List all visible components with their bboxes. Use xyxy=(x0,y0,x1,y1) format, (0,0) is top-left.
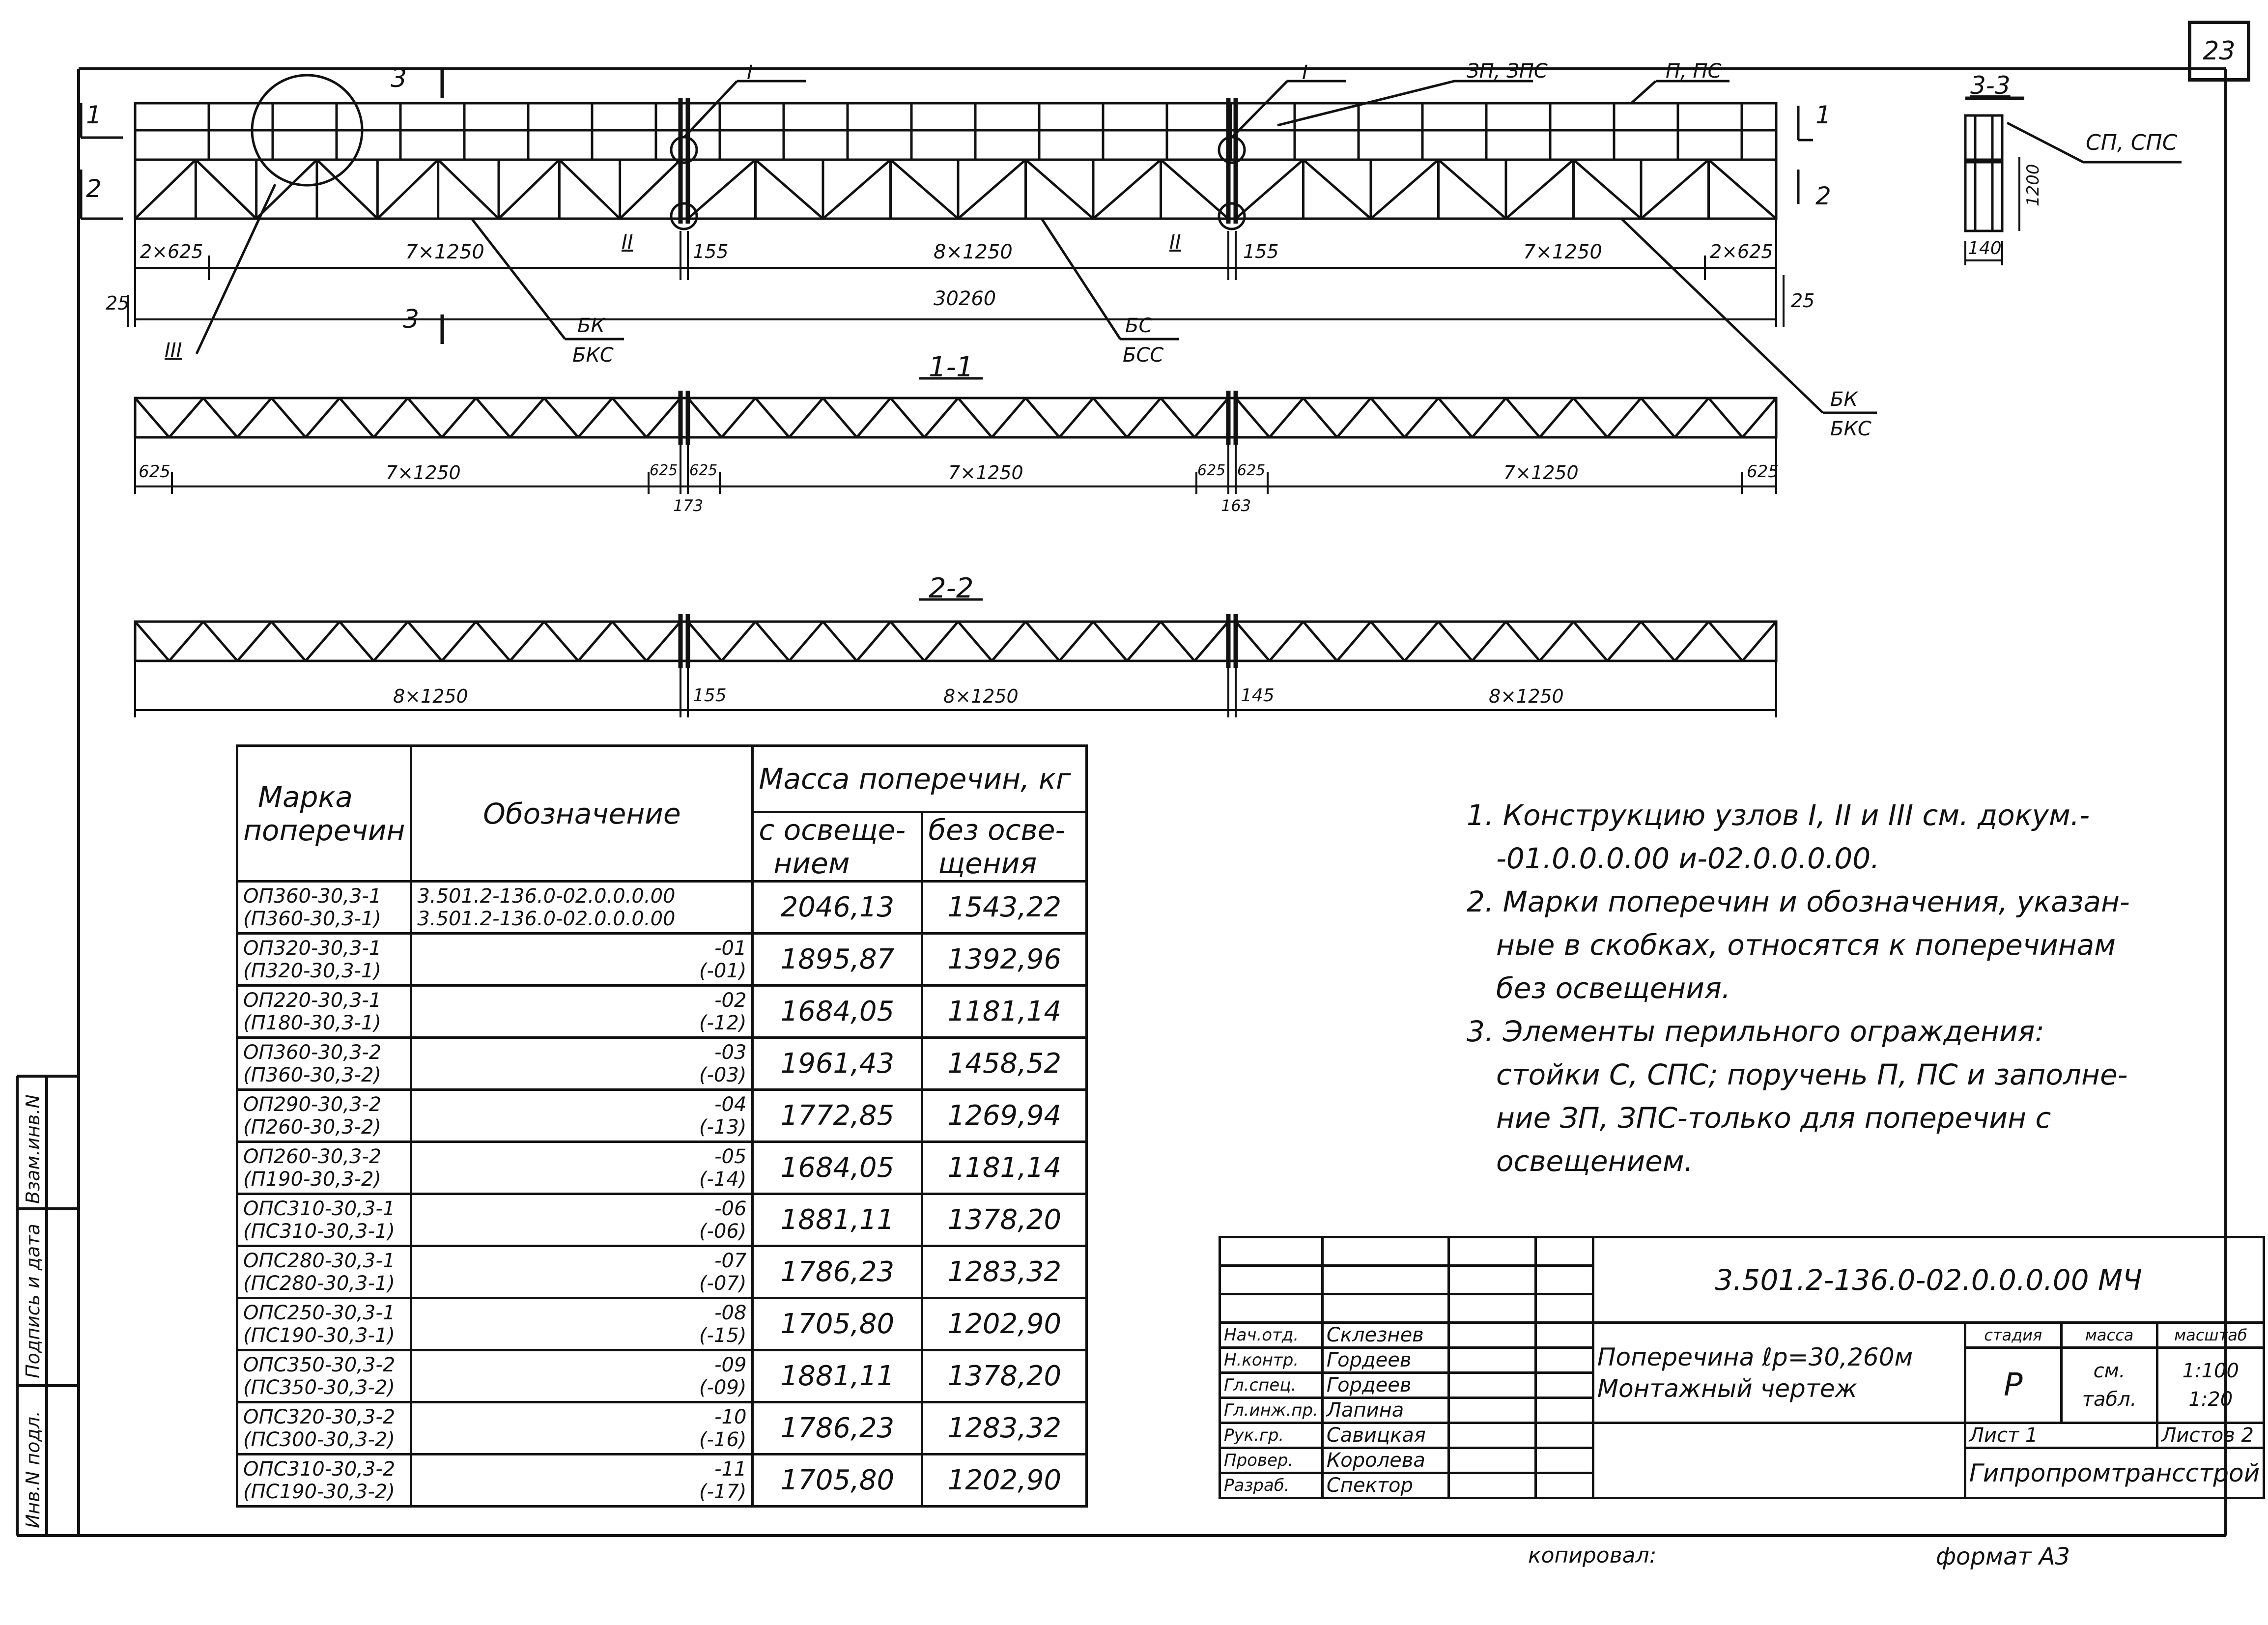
web-diagonal xyxy=(510,398,544,437)
web-diagonal xyxy=(1371,622,1405,661)
web-diagonal xyxy=(1540,622,1574,661)
node-label-ii-right: II xyxy=(1169,231,1181,254)
truss-diagonal xyxy=(1641,160,1709,219)
s22-dim-2: 8×1250 xyxy=(943,685,1019,707)
web-diagonal xyxy=(1236,622,1270,661)
mass-lit-cell: 1881,11 xyxy=(753,1194,922,1246)
paper-format: формат А3 xyxy=(1936,1543,2070,1570)
section-33-width: 140 xyxy=(1968,238,2002,258)
mark-cell: ОП360-30,3-1 (П360-30,3-1) xyxy=(237,882,411,934)
section-11-title: 1-1 xyxy=(929,351,974,383)
note-line: ные в скобках, относятся к поперечинам xyxy=(1496,928,2116,962)
mass-unlit-cell: 1378,20 xyxy=(922,1350,1087,1402)
drawing-title: Поперечина ℓр=30,260м Монтажный чертеж xyxy=(1593,1323,1965,1423)
label-bks-right: БКС xyxy=(1830,418,1871,440)
truss-diagonal xyxy=(958,160,1026,219)
web-diagonal xyxy=(340,398,373,437)
web-diagonal xyxy=(789,622,823,661)
note-line: -01.0.0.0.00 и-02.0.0.0.00. xyxy=(1496,842,1880,875)
web-diagonal xyxy=(1337,398,1371,437)
table-row xyxy=(237,934,1087,986)
web-diagonal xyxy=(1194,398,1228,437)
web-diagonal xyxy=(1236,398,1270,437)
web-diagonal xyxy=(958,398,992,437)
s11-dim-0: 625 xyxy=(139,462,170,482)
sheets-field: Листов 2 xyxy=(2157,1423,2264,1448)
s11-gap-right: 163 xyxy=(1221,496,1251,515)
web-diagonal xyxy=(340,622,373,661)
truss-diagonal xyxy=(135,160,196,219)
designation-cell: -03 (-03) xyxy=(411,1038,753,1090)
mass-lit-cell: 1786,23 xyxy=(753,1402,922,1454)
header-mass-lit: с освеще- нием xyxy=(753,812,922,882)
web-diagonal xyxy=(1709,398,1743,437)
role: Разраб. xyxy=(1220,1473,1323,1498)
truss-diagonal xyxy=(620,160,680,219)
web-diagonal xyxy=(1304,398,1337,437)
truss-diagonal xyxy=(1506,160,1574,219)
side-label-inv: Инв.N подл. xyxy=(22,1411,44,1528)
header-mark: Марка поперечин xyxy=(237,746,411,882)
mass-unlit-cell: 1181,14 xyxy=(922,1142,1087,1194)
web-diagonal xyxy=(1304,622,1337,661)
note-line: освещением. xyxy=(1496,1144,1694,1178)
s11-dim-4: 7×1250 xyxy=(948,462,1023,484)
section-33-title: 3-3 xyxy=(1970,71,2011,100)
notes xyxy=(1467,794,2130,1183)
truss-diagonal xyxy=(1709,160,1777,219)
node-label-ii-left: II xyxy=(622,231,633,254)
section-marker-1-left: 1 xyxy=(86,101,102,129)
web-diagonal xyxy=(237,398,271,437)
mass-lit-cell: 1881,11 xyxy=(753,1350,922,1402)
web-diagonal xyxy=(135,622,169,661)
scale-header: масштаб xyxy=(2157,1323,2264,1348)
mass-unlit-cell: 1202,90 xyxy=(922,1298,1087,1350)
signature xyxy=(1448,1323,1535,1348)
web-diagonal xyxy=(1194,622,1228,661)
mass-value: см. табл. xyxy=(2061,1348,2157,1423)
table-row xyxy=(237,1090,1087,1142)
web-diagonal xyxy=(722,622,756,661)
header-mass: Масса поперечин, кг xyxy=(753,746,1087,812)
mass-lit-cell: 1684,05 xyxy=(753,1142,922,1194)
truss-diagonal xyxy=(1236,160,1304,219)
mark-cell: ОПС280-30,3-1 (ПС280-30,3-1) xyxy=(237,1246,411,1298)
truss-diagonal xyxy=(823,160,891,219)
web-diagonal xyxy=(1506,398,1540,437)
table-row xyxy=(237,1142,1087,1194)
stage-header: стадия xyxy=(1965,1323,2061,1348)
web-diagonal xyxy=(1439,622,1473,661)
truss-diagonal xyxy=(1371,160,1439,219)
truss-diagonal xyxy=(1093,160,1161,219)
mark-cell: ОПС320-30,3-2 (ПС300-30,3-2) xyxy=(237,1402,411,1454)
table-row xyxy=(237,1038,1087,1090)
web-diagonal xyxy=(1127,398,1161,437)
s22-dim-0: 8×1250 xyxy=(393,685,468,707)
web-diagonal xyxy=(1270,398,1304,437)
s11-dim-2: 625 xyxy=(650,462,678,479)
signature xyxy=(1448,1423,1535,1448)
node-label-i-left: I xyxy=(747,61,753,84)
web-diagonal xyxy=(992,622,1026,661)
organization: Гипропромтрансстрой xyxy=(1965,1448,2264,1498)
note-line: без освещения. xyxy=(1496,971,1731,1005)
mass-lit-cell: 2046,13 xyxy=(753,882,922,934)
side-label-sign: Подпись и дата xyxy=(22,1224,44,1378)
truss-diagonal xyxy=(1574,160,1642,219)
s11-dim-7: 7×1250 xyxy=(1503,462,1579,484)
person-name: Спектор xyxy=(1322,1473,1448,1498)
table-row xyxy=(237,882,1087,934)
dim-155-right: 155 xyxy=(1243,241,1279,262)
web-diagonal xyxy=(924,398,958,437)
truss-diagonal xyxy=(688,160,756,219)
web-diagonal xyxy=(612,622,646,661)
header-mass-unlit: без осве- щения xyxy=(922,812,1087,882)
s11-dim-3: 625 xyxy=(689,462,718,479)
table-row xyxy=(237,986,1087,1038)
designation-cell: -10 (-16) xyxy=(411,1402,753,1454)
designation-cell: -05 (-14) xyxy=(411,1142,753,1194)
table-row xyxy=(237,1194,1087,1246)
web-diagonal xyxy=(1270,622,1304,661)
signature xyxy=(1448,1448,1535,1473)
note-line: стойки С, СПС; поручень П, ПС и заполне- xyxy=(1496,1058,2128,1091)
web-diagonal xyxy=(1093,398,1127,437)
note-line: ние ЗП, ЗПС-только для поперечин с xyxy=(1496,1101,2051,1135)
person-name: Склезнев xyxy=(1322,1323,1448,1348)
web-diagonal xyxy=(1371,398,1405,437)
web-diagonal xyxy=(442,622,476,661)
web-diagonal xyxy=(408,622,442,661)
table-row xyxy=(237,1350,1087,1402)
web-diagonal xyxy=(1472,622,1506,661)
mass-lit-cell: 1961,43 xyxy=(753,1038,922,1090)
note-line: 3. Элементы перильного ограждения: xyxy=(1467,1015,2044,1048)
person-name: Королева xyxy=(1322,1448,1448,1473)
web-diagonal xyxy=(688,398,722,437)
mass-lit-cell: 1772,85 xyxy=(753,1090,922,1142)
label-bk-right: БК xyxy=(1830,388,1858,411)
web-diagonal xyxy=(1574,398,1608,437)
person-name: Лапина xyxy=(1322,1398,1448,1423)
web-diagonal xyxy=(924,622,958,661)
web-diagonal xyxy=(823,398,857,437)
web-diagonal xyxy=(992,398,1026,437)
mark-cell: ОПС250-30,3-1 (ПС190-30,3-1) xyxy=(237,1298,411,1350)
node-label-i-right: I xyxy=(1302,61,1308,84)
mark-cell: ОПС310-30,3-2 (ПС190-30,3-2) xyxy=(237,1454,411,1507)
web-diagonal xyxy=(237,622,271,661)
role: Провер. xyxy=(1220,1448,1323,1473)
web-diagonal xyxy=(169,398,203,437)
web-diagonal xyxy=(891,398,925,437)
web-diagonal xyxy=(578,398,612,437)
table-row xyxy=(237,1298,1087,1350)
truss-diagonal xyxy=(756,160,823,219)
web-diagonal xyxy=(578,622,612,661)
truss-diagonal xyxy=(1026,160,1094,219)
designation-cell: -08 (-15) xyxy=(411,1298,753,1350)
web-diagonal xyxy=(476,622,510,661)
designation-cell: -06 (-06) xyxy=(411,1194,753,1246)
web-diagonal xyxy=(306,622,340,661)
note-line: 2. Марки поперечин и обозначения, указан- xyxy=(1467,885,2130,918)
section-22-title: 2-2 xyxy=(929,572,974,604)
web-diagonal xyxy=(1540,398,1574,437)
web-diagonal xyxy=(374,398,408,437)
table-row xyxy=(237,1454,1087,1507)
web-diagonal xyxy=(203,622,237,661)
label-bk: БК xyxy=(577,314,605,337)
web-diagonal xyxy=(647,398,680,437)
role: Н.контр. xyxy=(1220,1348,1323,1373)
web-diagonal xyxy=(1337,622,1371,661)
designation-cell: -04 (-13) xyxy=(411,1090,753,1142)
mass-unlit-cell: 1202,90 xyxy=(922,1454,1087,1507)
designation-cell: 3.501.2-136.0-02.0.0.0.00 3.501.2-136.0-02.0.0.0.00 xyxy=(411,882,753,934)
section-marker-2-right: 2 xyxy=(1815,182,1831,210)
dim-edge-left: 25 xyxy=(106,292,130,314)
mass-unlit-cell: 1181,14 xyxy=(922,986,1087,1038)
stage: Р xyxy=(1965,1348,2061,1423)
truss-diagonal xyxy=(891,160,959,219)
web-diagonal xyxy=(169,622,203,661)
signature xyxy=(1448,1398,1535,1423)
node-label-iii: III xyxy=(165,339,182,362)
mass-unlit-cell: 1269,94 xyxy=(922,1090,1087,1142)
web-diagonal xyxy=(756,622,790,661)
designation-cell: -02 (-12) xyxy=(411,986,753,1038)
truss-diagonal xyxy=(196,160,256,219)
dim-edge-right: 25 xyxy=(1791,290,1815,312)
mass-table xyxy=(236,744,1088,1508)
mass-lit-cell: 1786,23 xyxy=(753,1246,922,1298)
web-diagonal xyxy=(510,622,544,661)
dim-155-left: 155 xyxy=(693,241,729,262)
web-diagonal xyxy=(1506,622,1540,661)
web-diagonal xyxy=(306,398,340,437)
section-marker-1-right: 1 xyxy=(1815,101,1831,129)
mass-unlit-cell: 1543,22 xyxy=(922,882,1087,934)
web-diagonal xyxy=(1641,398,1675,437)
web-diagonal xyxy=(1574,622,1608,661)
web-diagonal xyxy=(1439,398,1473,437)
mass-header: масса xyxy=(2061,1323,2157,1348)
web-diagonal xyxy=(1161,622,1195,661)
label-bs: БС xyxy=(1125,314,1153,337)
web-diagonal xyxy=(1405,398,1439,437)
person-name: Гордеев xyxy=(1322,1373,1448,1398)
role: Гл.инж.пр. xyxy=(1220,1398,1323,1423)
mark-cell: ОП220-30,3-1 (П180-30,3-1) xyxy=(237,986,411,1038)
dim-2x625-left: 2×625 xyxy=(140,241,203,262)
mark-cell: ОП290-30,3-2 (П260-30,3-2) xyxy=(237,1090,411,1142)
s11-dim-5: 625 xyxy=(1197,462,1226,479)
web-diagonal xyxy=(1675,398,1709,437)
signature xyxy=(1448,1348,1535,1373)
label-bks: БКС xyxy=(572,344,614,367)
table-row xyxy=(237,1402,1087,1454)
web-diagonal xyxy=(756,398,790,437)
mass-lit-cell: 1895,87 xyxy=(753,934,922,986)
web-diagonal xyxy=(1059,398,1093,437)
web-diagonal xyxy=(1742,622,1776,661)
web-diagonal xyxy=(958,622,992,661)
s11-dim-8: 625 xyxy=(1747,462,1779,482)
truss-diagonal xyxy=(377,160,438,219)
mass-lit-cell: 1705,80 xyxy=(753,1454,922,1507)
web-diagonal xyxy=(1641,622,1675,661)
web-diagonal xyxy=(1472,398,1506,437)
web-diagonal xyxy=(544,622,578,661)
table-row xyxy=(237,1246,1087,1298)
s22-dim-1: 155 xyxy=(693,685,727,706)
web-diagonal xyxy=(857,622,891,661)
web-diagonal xyxy=(1405,622,1439,661)
role: Нач.отд. xyxy=(1220,1323,1323,1348)
dim-7x1250-left: 7×1250 xyxy=(405,241,484,263)
role: Рук.гр. xyxy=(1220,1423,1323,1448)
mark-cell: ОПС350-30,3-2 (ПС350-30,3-2) xyxy=(237,1350,411,1402)
mass-lit-cell: 1684,05 xyxy=(753,986,922,1038)
web-diagonal xyxy=(1675,622,1709,661)
section-marker-3-bottom: 3 xyxy=(403,305,420,334)
section-marker-3-top: 3 xyxy=(391,64,407,93)
label-p-ps: П, ПС xyxy=(1666,60,1722,83)
truss-diagonal xyxy=(1304,160,1371,219)
sheet-field: Лист 1 xyxy=(1965,1423,2157,1448)
mark-cell: ОПС310-30,3-1 (ПС310-30,3-1) xyxy=(237,1194,411,1246)
dim-8x1250: 8×1250 xyxy=(934,241,1013,263)
web-diagonal xyxy=(203,398,237,437)
web-diagonal xyxy=(135,398,169,437)
web-diagonal xyxy=(1161,398,1195,437)
role: Гл.спец. xyxy=(1220,1373,1323,1398)
truss-diagonal xyxy=(1439,160,1506,219)
web-diagonal xyxy=(823,622,857,661)
dim-overall: 30260 xyxy=(934,287,996,310)
web-diagonal xyxy=(891,622,925,661)
truss-diagonal xyxy=(438,160,499,219)
scale-value: 1:100 1:20 xyxy=(2157,1348,2264,1423)
designation-cell: -09 (-09) xyxy=(411,1350,753,1402)
web-diagonal xyxy=(1026,622,1060,661)
web-diagonal xyxy=(1093,622,1127,661)
mass-unlit-cell: 1283,32 xyxy=(922,1246,1087,1298)
web-diagonal xyxy=(1607,398,1641,437)
s22-dim-4: 8×1250 xyxy=(1489,685,1564,707)
web-diagonal xyxy=(442,398,476,437)
doc-code: 3.501.2-136.0-02.0.0.0.00 МЧ xyxy=(1593,1237,2264,1323)
web-diagonal xyxy=(688,622,722,661)
truss-diagonal xyxy=(559,160,620,219)
s11-gap-left: 173 xyxy=(673,496,704,515)
s11-dim-1: 7×1250 xyxy=(386,462,461,484)
label-bss: БСС xyxy=(1123,344,1164,367)
title-block xyxy=(1219,1236,2265,1499)
dim-7x1250-right: 7×1250 xyxy=(1523,241,1602,263)
mass-unlit-cell: 1283,32 xyxy=(922,1402,1087,1454)
truss-diagonal xyxy=(499,160,559,219)
web-diagonal xyxy=(1127,622,1161,661)
mass-unlit-cell: 1392,96 xyxy=(922,934,1087,986)
mark-cell: ОП320-30,3-1 (П320-30,3-1) xyxy=(237,934,411,986)
designation-cell: -01 (-01) xyxy=(411,934,753,986)
mass-unlit-cell: 1458,52 xyxy=(922,1038,1087,1090)
web-diagonal xyxy=(722,398,756,437)
label-zp-zps: ЗП, ЗПС xyxy=(1467,60,1548,83)
truss-diagonal xyxy=(256,160,317,219)
side-label-replace: Взам.инв.N xyxy=(22,1094,44,1204)
designation-cell: -07 (-07) xyxy=(411,1246,753,1298)
header-designation: Обозначение xyxy=(411,746,753,882)
section-marker-2-left: 2 xyxy=(86,174,102,203)
truss-diagonal xyxy=(1161,160,1229,219)
web-diagonal xyxy=(544,398,578,437)
section-33-height: 1200 xyxy=(2023,164,2043,206)
web-diagonal xyxy=(272,398,306,437)
web-diagonal xyxy=(1059,622,1093,661)
sheet-number: 23 xyxy=(2188,21,2250,82)
web-diagonal xyxy=(1026,398,1060,437)
web-diagonal xyxy=(612,398,646,437)
web-diagonal xyxy=(857,398,891,437)
mass-unlit-cell: 1378,20 xyxy=(922,1194,1087,1246)
web-diagonal xyxy=(647,622,680,661)
web-diagonal xyxy=(476,398,510,437)
designation-cell: -11 (-17) xyxy=(411,1454,753,1507)
s11-dim-6: 625 xyxy=(1237,462,1266,479)
web-diagonal xyxy=(272,622,306,661)
web-diagonal xyxy=(1607,622,1641,661)
section-33-label: СП, СПС xyxy=(2086,130,2178,155)
web-diagonal xyxy=(408,398,442,437)
mark-cell: ОП260-30,3-2 (П190-30,3-2) xyxy=(237,1142,411,1194)
web-diagonal xyxy=(1709,622,1743,661)
web-diagonal xyxy=(789,398,823,437)
signature xyxy=(1448,1473,1535,1498)
person-name: Савицкая xyxy=(1322,1423,1448,1448)
s22-dim-3: 145 xyxy=(1241,685,1275,706)
web-diagonal xyxy=(1742,398,1776,437)
note-line: 1. Конструкцию узлов I, II и III см. докум.- xyxy=(1467,798,2090,832)
mark-cell: ОП360-30,3-2 (П360-30,3-2) xyxy=(237,1038,411,1090)
person-name: Гордеев xyxy=(1322,1348,1448,1373)
dim-2x625-right: 2×625 xyxy=(1710,241,1773,262)
mass-lit-cell: 1705,80 xyxy=(753,1298,922,1350)
copied-by: копировал: xyxy=(1528,1543,1657,1568)
signature xyxy=(1448,1373,1535,1398)
web-diagonal xyxy=(374,622,408,661)
